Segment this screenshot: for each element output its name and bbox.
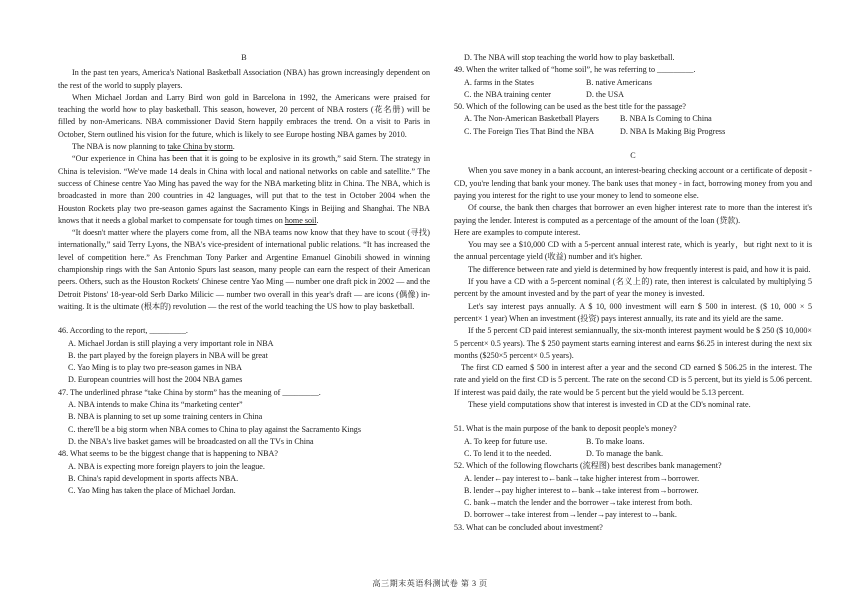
passage-b-paragraph-5: “It doesn't matter where the players come from, all the NBA teams now know that they have to scout (寻找) internationally,” said Terry Lyons, the NBA's vice-president of international public relations. “It has increased the level of competition here.” As Frenchman Tony Parker and Argentine Emanuel Ginobili showed in winning championship rings with the San Antonio Spurs last season, many people can earn the respect of their American peers. Others, such as the Houston Rockets' Chinese centre Yao Ming — number one draft pick in 2002 — and the Detroit Pistons' 18-year-old Serb Darko Milicic — number two overall in this year's draft — are icons (偶像) in-waiting. It is the ultimate (根本的) revolution — the rest of the world teaching the US how to play basketball. [58,228,430,311]
question-option: C. The Foreign Ties That Bind the NBA [464,126,595,136]
question-option: C. Yao Ming has taken the place of Michael Jordan. [68,486,236,496]
right-column [454,52,812,534]
question-option: B. NBA is planning to set up some training centers in China [68,412,263,422]
passage-b-paragraph-3: The NBA is now planning to take China by storm. [72,142,235,152]
page-footer: 高三期末英语科测试卷 第 3 页 [372,579,488,588]
question-option: D. borrower→take interest from→lender→pay interest to→bank. [464,510,677,520]
question-option: D. the NBA's live basket games will be broadcasted on all the TVs in China [68,436,314,446]
question-option: A. The Non-American Basketball Players [464,114,599,124]
question-stem: 48. What seems to be the biggest change that is happening to NBA? [58,449,278,459]
passage-c-paragraph-7: If the 5 percent CD paid interest semiannually, the six-month interest payment would be $ 250 ($ 10,000× 5 percent× 0.5 years). The $ 250 payment starts earning interest and earns $6.25 in interest during the next six months ($250×5 percent× 0.5 years). [454,326,812,360]
question-option: B. China's rapid development in sports affects NBA. [68,473,239,483]
question-option: B. the part played by the foreign players in NBA will be great [68,350,268,360]
question-51-options-row-2 [454,448,812,460]
question-option: B. NBA Is Coming to China [620,114,712,124]
passage-b-paragraph-2: When Michael Jordan and Larry Bird won gold in Barcelona in 1992, the Americans were praised for teaching the world how to play basketball. This season, however, 20 percent of NBA rosters (花名册) will be filled by non-Americans. NBA commissioner David Stern happily embraces the trend. On a visit to Paris in October, Stern outlined his vision for the future, which is likely to see Europe hosting NBA games by 2010. [58,92,430,139]
passage-b-paragraph-1: In the past ten years, America's National Basketball Association (NBA) has grown increasingly dependent on the rest of the world to supply players. [58,68,430,90]
question-53-stem: 53. What can be concluded about investment? [454,522,603,532]
question-option: A. NBA is expecting more foreign players to join the league. [68,461,265,471]
question-option: B. lender→pay higher interest to←bank→take interest from→borrower. [464,485,699,495]
question-option: C. Yao Ming is to play two pre-season games in NBA [68,363,243,373]
question-option: D. the USA [586,89,624,99]
question-option: A. farms in the States [464,77,534,87]
passage-c-paragraph-5: If you have a CD with a 5-percent nominal (名义上的) rate, then interest is calculated by multiplying 5 percent by the amount invested and by the part of year the money is invested. [454,277,812,299]
passage-c-paragraph-9: These yield computations show that interest is invested in CD at the CD's nominal rate. [468,400,751,410]
question-stem: 47. The underlined phrase “take China by storm” has the meaning of _________. [58,387,321,397]
question-option: D. European countries will host the 2004 NBA games [68,375,243,385]
passage-c-paragraph-2: Of course, the bank then charges that borrower an even higher interest rate to more than the interest it's paying the lender. Interest is computed as a percentage of the amount of the loan (贷款). [454,203,812,225]
question-option: C. there'll be a big storm when NBA comes to China to play against the Sacramento Kings [68,424,362,434]
passage-c-paragraph-4: The difference between rate and yield is determined by how frequently interest is paid, and how it is paid. [468,264,811,274]
question-option: A. Michael Jordan is still playing a very important role in NBA [68,338,274,348]
passage-c-paragraph-6: Let's say interest pays annually. A $ 10, 000 investment will earn $ 500 in interest. ($ 10, 000 × 5 percent× 1 year) When an investment (投资) pays interest annually, its rate and its yield are the same. [454,301,812,323]
passage-b-paragraph-4: “Our experience in China has been that it is going to be explosive in its growth,” said Stern. The strategy in China is television. “We've made 14 deals in China with local and national networks on cable and satellite.” The success of Chinese centre Yao Ming has paved the way for the NBA marketing blitz in China. The NBA, which is broadcasted in more than 200 countries in 42 languages, will put that to the test in October 2004 when the Houston Rockets play two pre-season games against the Sacramento Kings in Beijing and Shanghai. The NBA knows that it needs a global market to compensate for tough times on home soil. [58,154,430,225]
question-49-options-row-2 [454,89,812,101]
question-option: A. To keep for future use. [464,436,548,446]
question-option: A. NBA intends to make China its “marketing center” [68,400,243,410]
passage-c-paragraph-8: The first CD earned $ 500 in interest after a year and the second CD earned $ 506.25 in the interest. The rate and yield on the first CD is 5 percent. The rate on the second CD is 5 percent, but its yield is 5.06 percent. If interest was paid daily, the rate would be 5 percent but the yield would be 5.13 percent. [454,363,812,397]
passage-c-paragraph-3: You may see a $10,000 CD with a 5-percent annual interest rate, which is yearly，but right next to it is the annual percentage yield (收益) number and it's higher. [454,240,812,262]
question-49-stem: 49. When the writer talked of “home soil”, he was referring to _________. [454,65,696,75]
left-column [58,52,430,497]
question-option: D. NBA Is Making Big Progress [620,126,726,136]
passage-c-paragraph-1: When you save money in a bank account, an interest-bearing checking account or a certificate of deposit -CD, you're lending that bank your money. The bank uses that money - in fact, borrowing money from you and paying you interest for the right to use your money to lend to someone else. [454,166,812,200]
question-option: D. To manage the bank. [586,448,664,458]
question-46 [58,325,430,386]
section-b-heading: B [241,53,247,62]
passage-c-examples-line: Here are examples to compute interest. [454,227,581,237]
question-option: B. To make loans. [586,436,645,446]
question-52-stem: 52. Which of the following flowcharts (流程图) best describes bank management? [454,461,722,471]
question-stem: 46. According to the report, _________. [58,326,188,336]
underlined-phrase-home-soil: home soil [284,215,317,225]
section-c-heading: C [630,151,636,161]
question-option: A. lender←pay interest to←bank→take higher interest from→borrower. [464,473,700,483]
question-51-stem: 51. What is the main purpose of the bank to deposit people's money? [454,424,677,434]
question-50-stem: 50. Which of the following can be used as the best title for the passage? [454,102,687,112]
question-50-options-row-2 [454,126,812,138]
question-option: C. bank→match the lender and the borrower→take interest from both. [464,498,693,508]
question-51-options-row-1 [454,436,812,448]
question-47 [58,387,430,448]
question-option: D. The NBA will stop teaching the world how to play basketball. [464,53,675,62]
question-option: C. the NBA training center [464,89,551,99]
question-option: B. native Americans [586,77,652,87]
question-49-options-row-1 [454,77,812,89]
question-option: C. To lend it to the needed. [464,448,552,458]
underlined-phrase-storm: take China by storm [167,142,233,152]
question-48 [58,448,430,497]
question-50-options-row-1 [454,113,812,125]
